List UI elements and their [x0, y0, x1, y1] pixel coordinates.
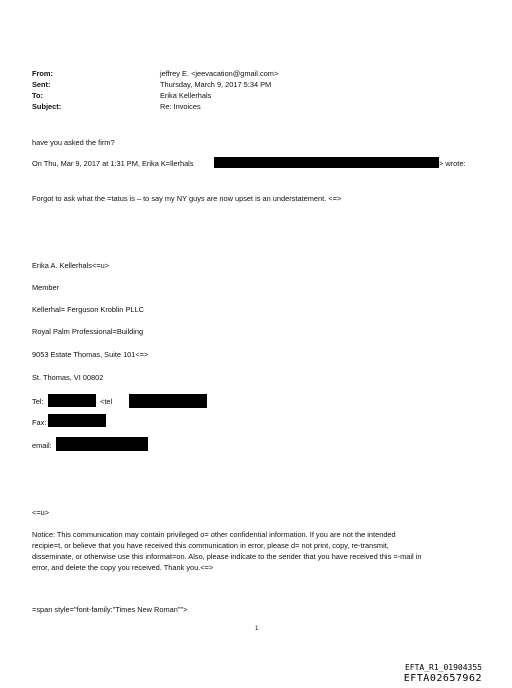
signature-name: Erika A. Kellerhals<=u> [32, 261, 110, 270]
quote-header-end: > wrote: [439, 159, 466, 168]
to-label: To: [32, 91, 43, 100]
from-value: jeffrey E. <jeevacation@gmail.com> [160, 69, 279, 78]
to-value: Erika Kellerhals [160, 91, 212, 100]
subject-value: Re: Invoices [160, 102, 201, 111]
page-number: 1 [255, 626, 259, 632]
span-style-line: =span style="font-family:"Times New Roman""> [32, 605, 188, 614]
redaction-block [48, 414, 106, 427]
quoted-message: Forgot to ask what the =tatus is – to say my NY guys are now upset is an understatement. <=> [32, 194, 342, 203]
redaction-block [48, 394, 96, 407]
notice-marker: <=u> [32, 508, 50, 517]
redaction-block [56, 437, 148, 451]
notice-line-1: Notice: This communication may contain privileged o= other confidential information. If you are not the intended [32, 530, 396, 539]
tel-mid: <tel [100, 397, 113, 406]
signature-title: Member [32, 283, 60, 292]
signature-city: St. Thomas, VI 00802 [32, 373, 104, 382]
notice-line-3: disseminate, or otherwise use this informat=on. Also, please indicate to the sender that you have received this =-mail in [32, 552, 422, 561]
sent-label: Sent: [32, 80, 51, 89]
signature-address: 9053 Estate Thomas, Suite 101<=> [32, 350, 149, 359]
notice-line-4: error, and delete the copy you received. Thank you.<=> [32, 563, 214, 572]
notice-line-2: recipie=t, or believe that you have received this communication in error, please d= not print, copy, re-transmit, [32, 541, 389, 550]
efta-identifier: EFTA02657962 [403, 673, 482, 684]
signature-firm: Kellerhal= Ferguson Kroblin PLLC [32, 305, 144, 314]
from-label: From: [32, 69, 53, 78]
sent-value: Thursday, March 9, 2017 5:34 PM [160, 80, 272, 89]
signature-building: Royal Palm Professional=Building [32, 327, 144, 336]
redaction-block [214, 157, 439, 168]
reply-line: have you asked the firm? [32, 138, 115, 147]
efta-r1-identifier: EFTA_R1_01904355 [404, 663, 482, 672]
email-label: email: [32, 441, 52, 450]
redaction-block [129, 394, 207, 408]
fax-label: Fax: [32, 418, 47, 427]
subject-label: Subject: [32, 102, 62, 111]
tel-label: Tel: [32, 397, 44, 406]
quote-header-start: On Thu, Mar 9, 2017 at 1:31 PM, Erika K=llerhals [32, 159, 194, 168]
